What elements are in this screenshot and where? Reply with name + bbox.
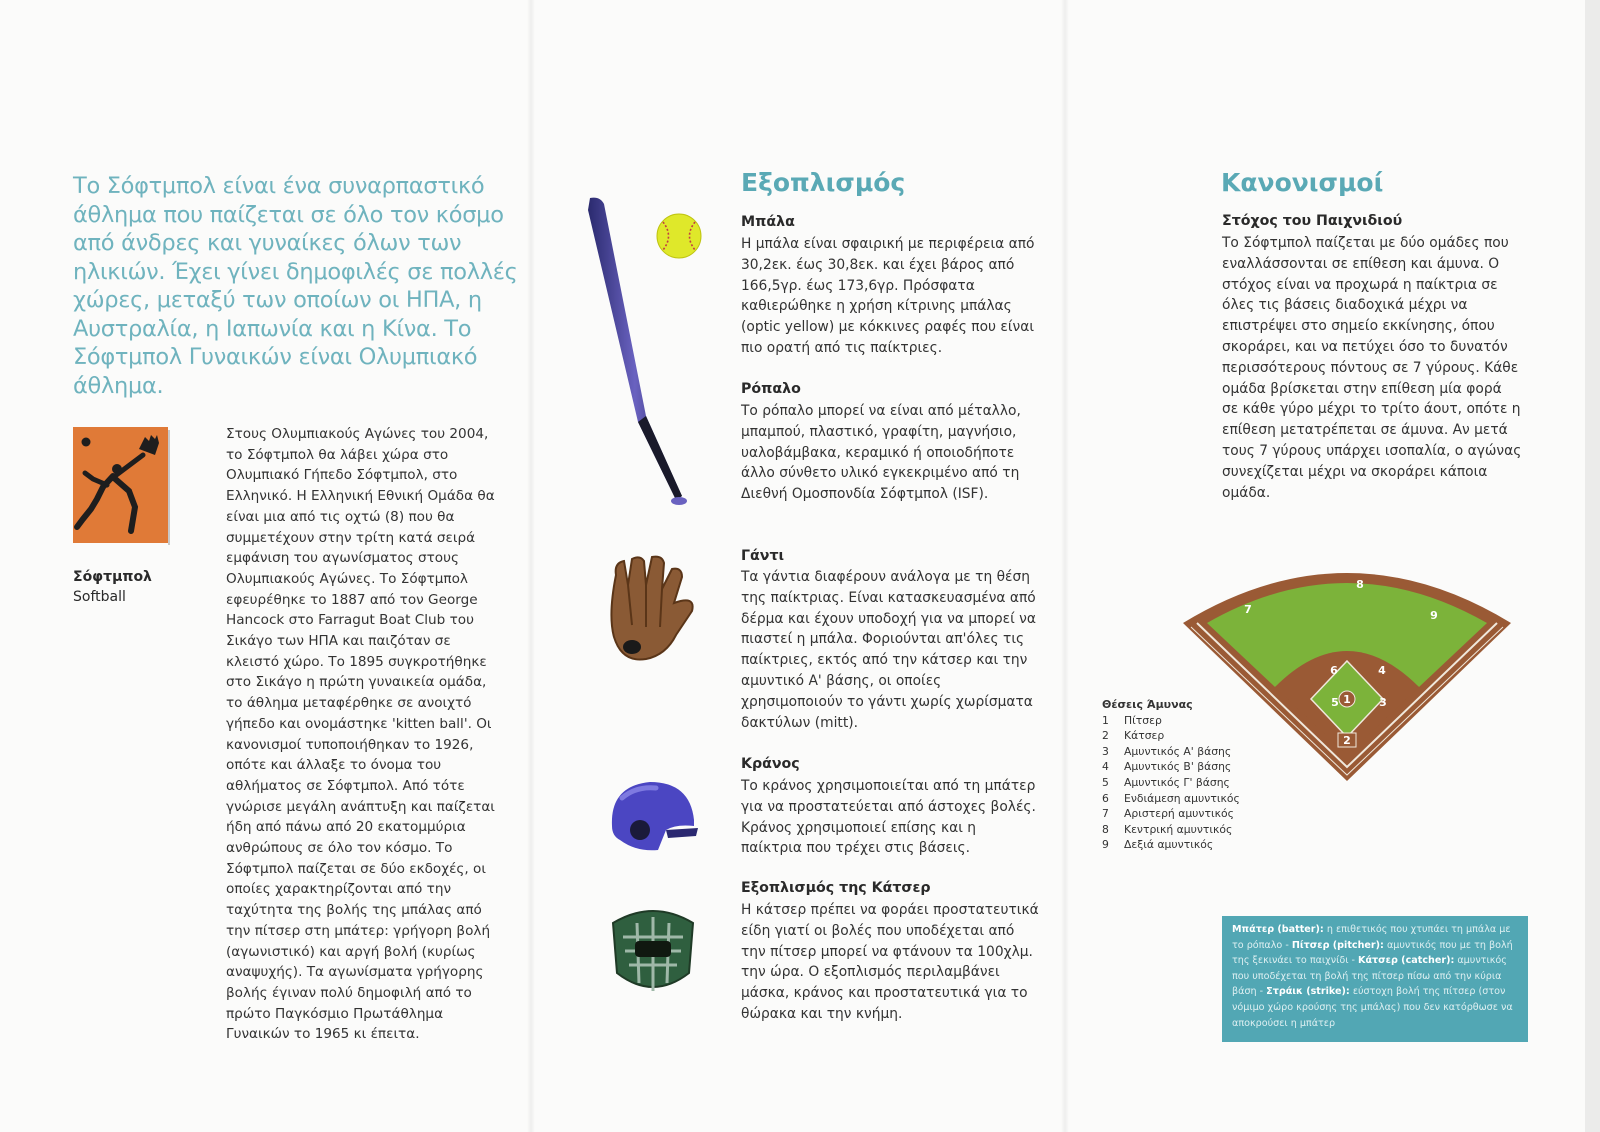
equipment-glove-text: Τα γάντια διαφέρουν ανάλογα με τη θέση της παίκτριας. Είναι κατασκευασμένα από δέρμα και έχουν υποδοχή για να μπορεί να πιαστεί η μπάλα. Φοριούνται απ'όλες τις παίκτριες, εκτός από την κάτσερ και την αμυντικό Α' βάσης, οι οποίες χρησιμοποιούν το γάντι χωρίς χωρίσματα δακτύλων (mitt).	[741, 569, 1036, 731]
equipment-bat-heading: Ρόπαλο	[741, 381, 801, 397]
equipment-bat-text: Το ρόπαλο μπορεί να είναι από μέταλλο, μπαμπού, πλαστικό, γραφίτη, μαγνήσιο, υαλοβάμβακα, κεραμικό ή οποιοδήποτε άλλο σύνθετο υλικό εγκεκριμένο από τη Διεθνή Ομοσπονδία Σόφτμπολ (ISF).	[741, 403, 1021, 503]
glossary-term-pitcher: Πίτσερ (pitcher):	[1291, 939, 1384, 951]
field-number-6: 6	[1330, 664, 1338, 677]
equipment-catcher-text: Η κάτσερ πρέπει να φοράει προστατευτικά είδη γιατί οι βολές που υποδέχεται από την πίτσερ μπορεί να φτάνουν τα 100χλμ. την ώρα. Ο εξοπλισμός περιλαμβάνει μάσκα, κράνος και προστατευτικά για το θώρακα και την κνήμη.	[741, 902, 1039, 1022]
field-number-4: 4	[1378, 664, 1386, 677]
rules-title: Κανονισμοί	[1221, 168, 1384, 197]
fold-line-right	[1061, 0, 1069, 1132]
field-number-3: 3	[1379, 696, 1387, 709]
glossary-box	[1222, 916, 1528, 1042]
legend-row: 7 Αριστερή αμυντικός	[1102, 807, 1234, 821]
legend-row: 1 Πίτσερ	[1102, 713, 1162, 727]
glossary-def-pitcher: αμυντικός που με τη βολή της ξεκινάει το παιχνίδι -	[1232, 939, 1513, 967]
equipment-ball-heading: Μπάλα	[741, 214, 795, 230]
field-number-1: 1	[1343, 693, 1351, 706]
legend-row: 2 Κάτσερ	[1102, 729, 1165, 743]
catcher-mask-icon	[605, 903, 701, 1005]
equipment-glove-heading: Γάντι	[741, 548, 785, 564]
softball-pictogram-icon	[73, 427, 170, 545]
caption-english: Softball	[73, 589, 126, 605]
history-text: Στους Ολυμπιακούς Αγώνες του 2004, το Σόφτμπολ θα λάβει χώρα στο Ολυμπιακό Γήπεδο Σόφτμπολ, στο Ελληνικό. Η Ελληνική Εθνική Ομάδα θα είναι μια από τις οχτώ (8) που θα συμμετέχουν στην τρίτη κατά σειρά εμφάνιση του αγωνίσματος στους Ολυμπιακούς Αγώνες. Το Σόφτμπολ εφευρέθηκε το 1887 από τον George Hancock στο Farragut Boat Club του Σικάγο των ΗΠΑ και παιζόταν σε κλειστό χώρο. Το 1895 συγκροτήθηκε στο Σικάγο η πρώτη γυναικεία ομάδα, το άθλημα μεταφέρθηκε σε ανοιχτό γήπεδο και ονομάστηκε 'kitten ball'. Οι κανονισμοί τυποποιήθηκαν το 1926, οπότε και άλλαξε το όνομα του αθλήματος σε Σόφτμπολ. Από τότε γνώρισε μεγάλη ανάπτυξη και παίζεται ήδη από πάνω από 20 εκατομμύρια ανθρώπους σε όλο τον κόσμο. Το Σόφτμπολ παίζεται σε δύο εκδοχές, οι οποίες χαρακτηρίζονται από την ταχύτητα της βολής της μπάλας από την πίτσερ στη μπάτερ: γρήγορη βολή (αγωνιστικό) και αργή βολή (κυρίως αναψυχής). Τα αγωνίσματα γρήγορης βολής έγιναν πολύ δημοφιλή από το πρώτο Παγκόσμιο Πρωτάθλημα Γυναικών το 1965 κι έπειτα.	[226, 426, 495, 1043]
equipment-ball-text: Η μπάλα είναι σφαιρική με περιφέρεια από 30,2εκ. έως 30,8εκ. και έχει βάρος από 166,5γρ. έως 173,6γρ. Πρόσφατα καθιερώθηκε η χρήση κίτρινης μπάλας (optic yellow) με κόκκινες ραφές που είναι πιο ορατή από τις παίκτριες.	[741, 236, 1035, 356]
legend-row: 3 Αμυντικός Α' βάσης	[1102, 744, 1232, 758]
glossary-term-catcher: Κάτσερ (catcher):	[1358, 955, 1455, 967]
field-number-9: 9	[1430, 609, 1438, 622]
pictogram-caption	[73, 567, 152, 607]
rules-subtitle: Στόχος του Παιχνιδιού	[1222, 213, 1403, 229]
bat-and-ball-icon	[586, 196, 706, 518]
glossary-def-batter: η επιθετικός που χτυπάει τη μπάλα με το ρόπαλο -	[1232, 924, 1511, 951]
field-number-5: 5	[1331, 696, 1339, 709]
field-number-2: 2	[1343, 734, 1351, 747]
equipment-title: Εξοπλισμός	[741, 168, 906, 197]
legend-row: 5 Αμυντικός Γ' βάσης	[1102, 775, 1230, 789]
rules-text: Το Σόφτμπολ παίζεται με δύο ομάδες που εναλλάσσονται σε επίθεση και άμυνα. Ο στόχος είναι να προχωρά η παίκτρια σε όλες τις βάσεις διαδοχικά μέχρι να επιστρέψει στο σημείο εκκίνησης, όπου σκοράρει, και να πετύχει όσο το δυνατόν περισσότερους πόντους σε 7 γύρους. Κάθε ομάδα βρίσκεται στην επίθεση μία φορά σε κάθε γύρο μέχρι το τρίτο άουτ, οπότε η επίθεση μετατρέπεται σε άμυνα. Αν μετά τους 7 γύρους υπάρχει ισοπαλία, ο αγώνας συνεχίζεται μέχρι να σκοράρει κάποια ομάδα.	[1222, 235, 1522, 501]
equipment-helmet-text: Το κράνος χρησιμοποιείται από τη μπάτερ για να προστατεύεται από άστοχες βολές. Κράνος χρησιμοποιεί επίσης και η παίκτρια που τρέχει στις βάσεις.	[741, 778, 1036, 857]
intro-text: Το Σόφτμπολ είναι ένα συναρπαστικό άθλημα που παίζεται σε όλο τον κόσμο από άνδρες και γυναίκες όλων των ηλικιών. Έχει γίνει δημοφιλές σε πολλές χώρες, μεταξύ των οποίων οι ΗΠΑ, η Αυστραλία, η Ιαπωνία και η Κίνα. Το Σόφτμπολ Γυναικών είναι Ολυμπιακό άθλημα.	[73, 173, 518, 399]
caption-greek: Σόφτμπολ	[73, 569, 152, 585]
legend-row: 9 Δεξιά αμυντικός	[1102, 838, 1214, 852]
positions-legend-title: Θέσεις Άμυνας	[1102, 698, 1193, 711]
fold-line-left	[527, 0, 535, 1132]
equipment-catcher-heading: Εξοπλισμός της Κάτσερ	[741, 880, 931, 896]
glossary-term-strike: Στράικ (strike):	[1266, 986, 1350, 998]
helmet-icon	[606, 778, 702, 858]
glove-icon	[606, 555, 698, 671]
field-number-8: 8	[1356, 578, 1364, 591]
legend-row: 4 Αμυντικός Β' βάσης	[1102, 760, 1232, 774]
glossary-term-batter: Μπάτερ (batter):	[1232, 924, 1324, 935]
field-number-7: 7	[1244, 603, 1252, 616]
equipment-helmet-heading: Κράνος	[741, 756, 800, 772]
positions-legend	[1102, 697, 1240, 853]
scan-edge	[1585, 0, 1600, 1132]
legend-row: 6 Ενδιάμεση αμυντικός	[1102, 791, 1240, 805]
glossary-def-strike: εύστοχη βολή της πίτσερ (στον νόμιμο χώρο κρούσης της μπάλας) που δεν κατόρθωσε να αποκρούσει η μπάτερ	[1232, 986, 1513, 1029]
glossary-def-catcher: αμυντικός που υποδέχεται τη βολή της πίτσερ πίσω από την κύρια βάση -	[1232, 955, 1507, 998]
legend-row: 8 Κεντρική αμυντικός	[1102, 822, 1233, 836]
